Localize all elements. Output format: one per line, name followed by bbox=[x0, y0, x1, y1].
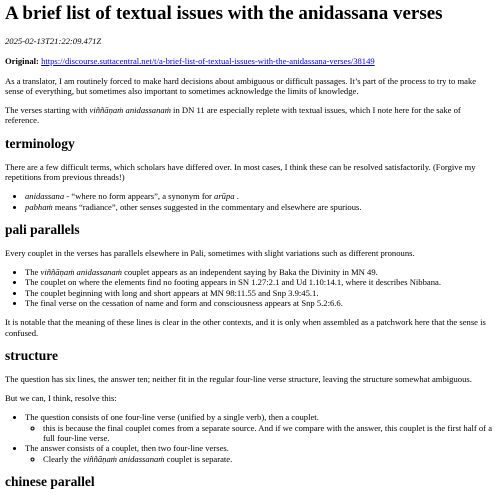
structure-list bbox=[5, 412, 493, 464]
pali-paragraph-2: It is notable that the meaning of these lines is clear in the other contexts, and it is only when assembled as a patchwork here that the sense is confused. bbox=[5, 317, 486, 338]
list-item: • The couplet beginning with long and short appears at MN 98:11.55 and Snp 3.9:45.1. bbox=[25, 288, 493, 298]
section-heading-pali-parallels: pali parallels bbox=[5, 221, 80, 237]
section-heading-structure: structure bbox=[5, 347, 58, 363]
list-item: • The answer consists of a couplet, then two four-line verses. ◦ Clearly the viññāṇaṁ anidassanaṁ couplet is separate. bbox=[25, 443, 493, 464]
pali-list bbox=[5, 267, 493, 308]
original-label: Original: bbox=[5, 56, 39, 67]
intro-paragraph-1: As a translator, I am routinely forced to make hard decisions about ambiguous or difficult passages. It’s part of the process to try to make sense of everything, but sometimes also important to sometimes acknowledge the limits of knowledge. bbox=[5, 75, 477, 96]
post-date: 2025-02-13T21:22:09.471Z bbox=[5, 35, 102, 46]
original-line bbox=[5, 56, 493, 66]
list-item: • anidassana - “where no form appears”, a synonym for arūpa . bbox=[25, 191, 493, 201]
structure-paragraph-1: The question has six lines, the answer ten; neither fit in the regular four-line verse structure, leaving the structure somewhat ambiguous. bbox=[5, 373, 472, 384]
terminology-paragraph: There are a few difficult terms, which scholars have differed over. In most cases, I think these can be resolved satisfactorily. (Forgive my repetitions from previous threads!) bbox=[5, 161, 476, 182]
intro-paragraph-2: The verses starting with viññāṇaṁ anidassanaṁ in DN 11 are especially replete with textual issues, which I note here for the sake of reference. bbox=[5, 105, 461, 126]
pali-paragraph-1: Every couplet in the verses has parallels elsewhere in Pali, sometimes with slight variations such as different pronouns. bbox=[5, 247, 415, 258]
section-heading-chinese-parallel: chinese parallel bbox=[5, 473, 95, 489]
list-item: ◦ this is because the final couplet comes from a separate source. And if we compare with the answer, this couplet is the first half of a full four-line verse. bbox=[43, 423, 493, 444]
structure-sublist bbox=[25, 423, 493, 444]
list-item: • The final verse on the cessation of name and form and consciousness appears at Snp 5.2:6.6. bbox=[25, 298, 493, 308]
list-item: • pabhaṁ means “radiance”, other senses suggested in the commentary and elsewhere are spurious. bbox=[25, 202, 493, 212]
terminology-list bbox=[5, 191, 493, 212]
list-item: ◦ Clearly the viññāṇaṁ anidassanaṁ couplet is separate. bbox=[43, 454, 493, 464]
section-heading-terminology: terminology bbox=[5, 135, 75, 151]
structure-paragraph-2: But we can, I think, resolve this: bbox=[5, 393, 117, 404]
list-item: • The question consists of one four-line verse (unified by a single verb), then a couplet. ◦ this is because the final couplet comes from a separate source. And if we compare with the answer, this couplet is the first half of a full four-line verse. bbox=[25, 412, 493, 443]
page-title: A brief list of textual issues with the anidassana verses bbox=[5, 3, 443, 24]
structure-sublist bbox=[25, 454, 493, 464]
list-item: • The couplet on where the elements find no footing appears in SN 1.27:2.1 and Ud 1.10:14.1, where it describes Nibbana. bbox=[25, 277, 493, 287]
original-link[interactable]: https://discourse.suttacentral.net/t/a-brief-list-of-textual-issues-with-the-anidassana-verses/38149 bbox=[41, 56, 375, 67]
list-item: • The viññāṇaṁ anidassanaṁ couplet appears as an independent saying by Baka the Divinity in MN 49. bbox=[25, 267, 493, 277]
